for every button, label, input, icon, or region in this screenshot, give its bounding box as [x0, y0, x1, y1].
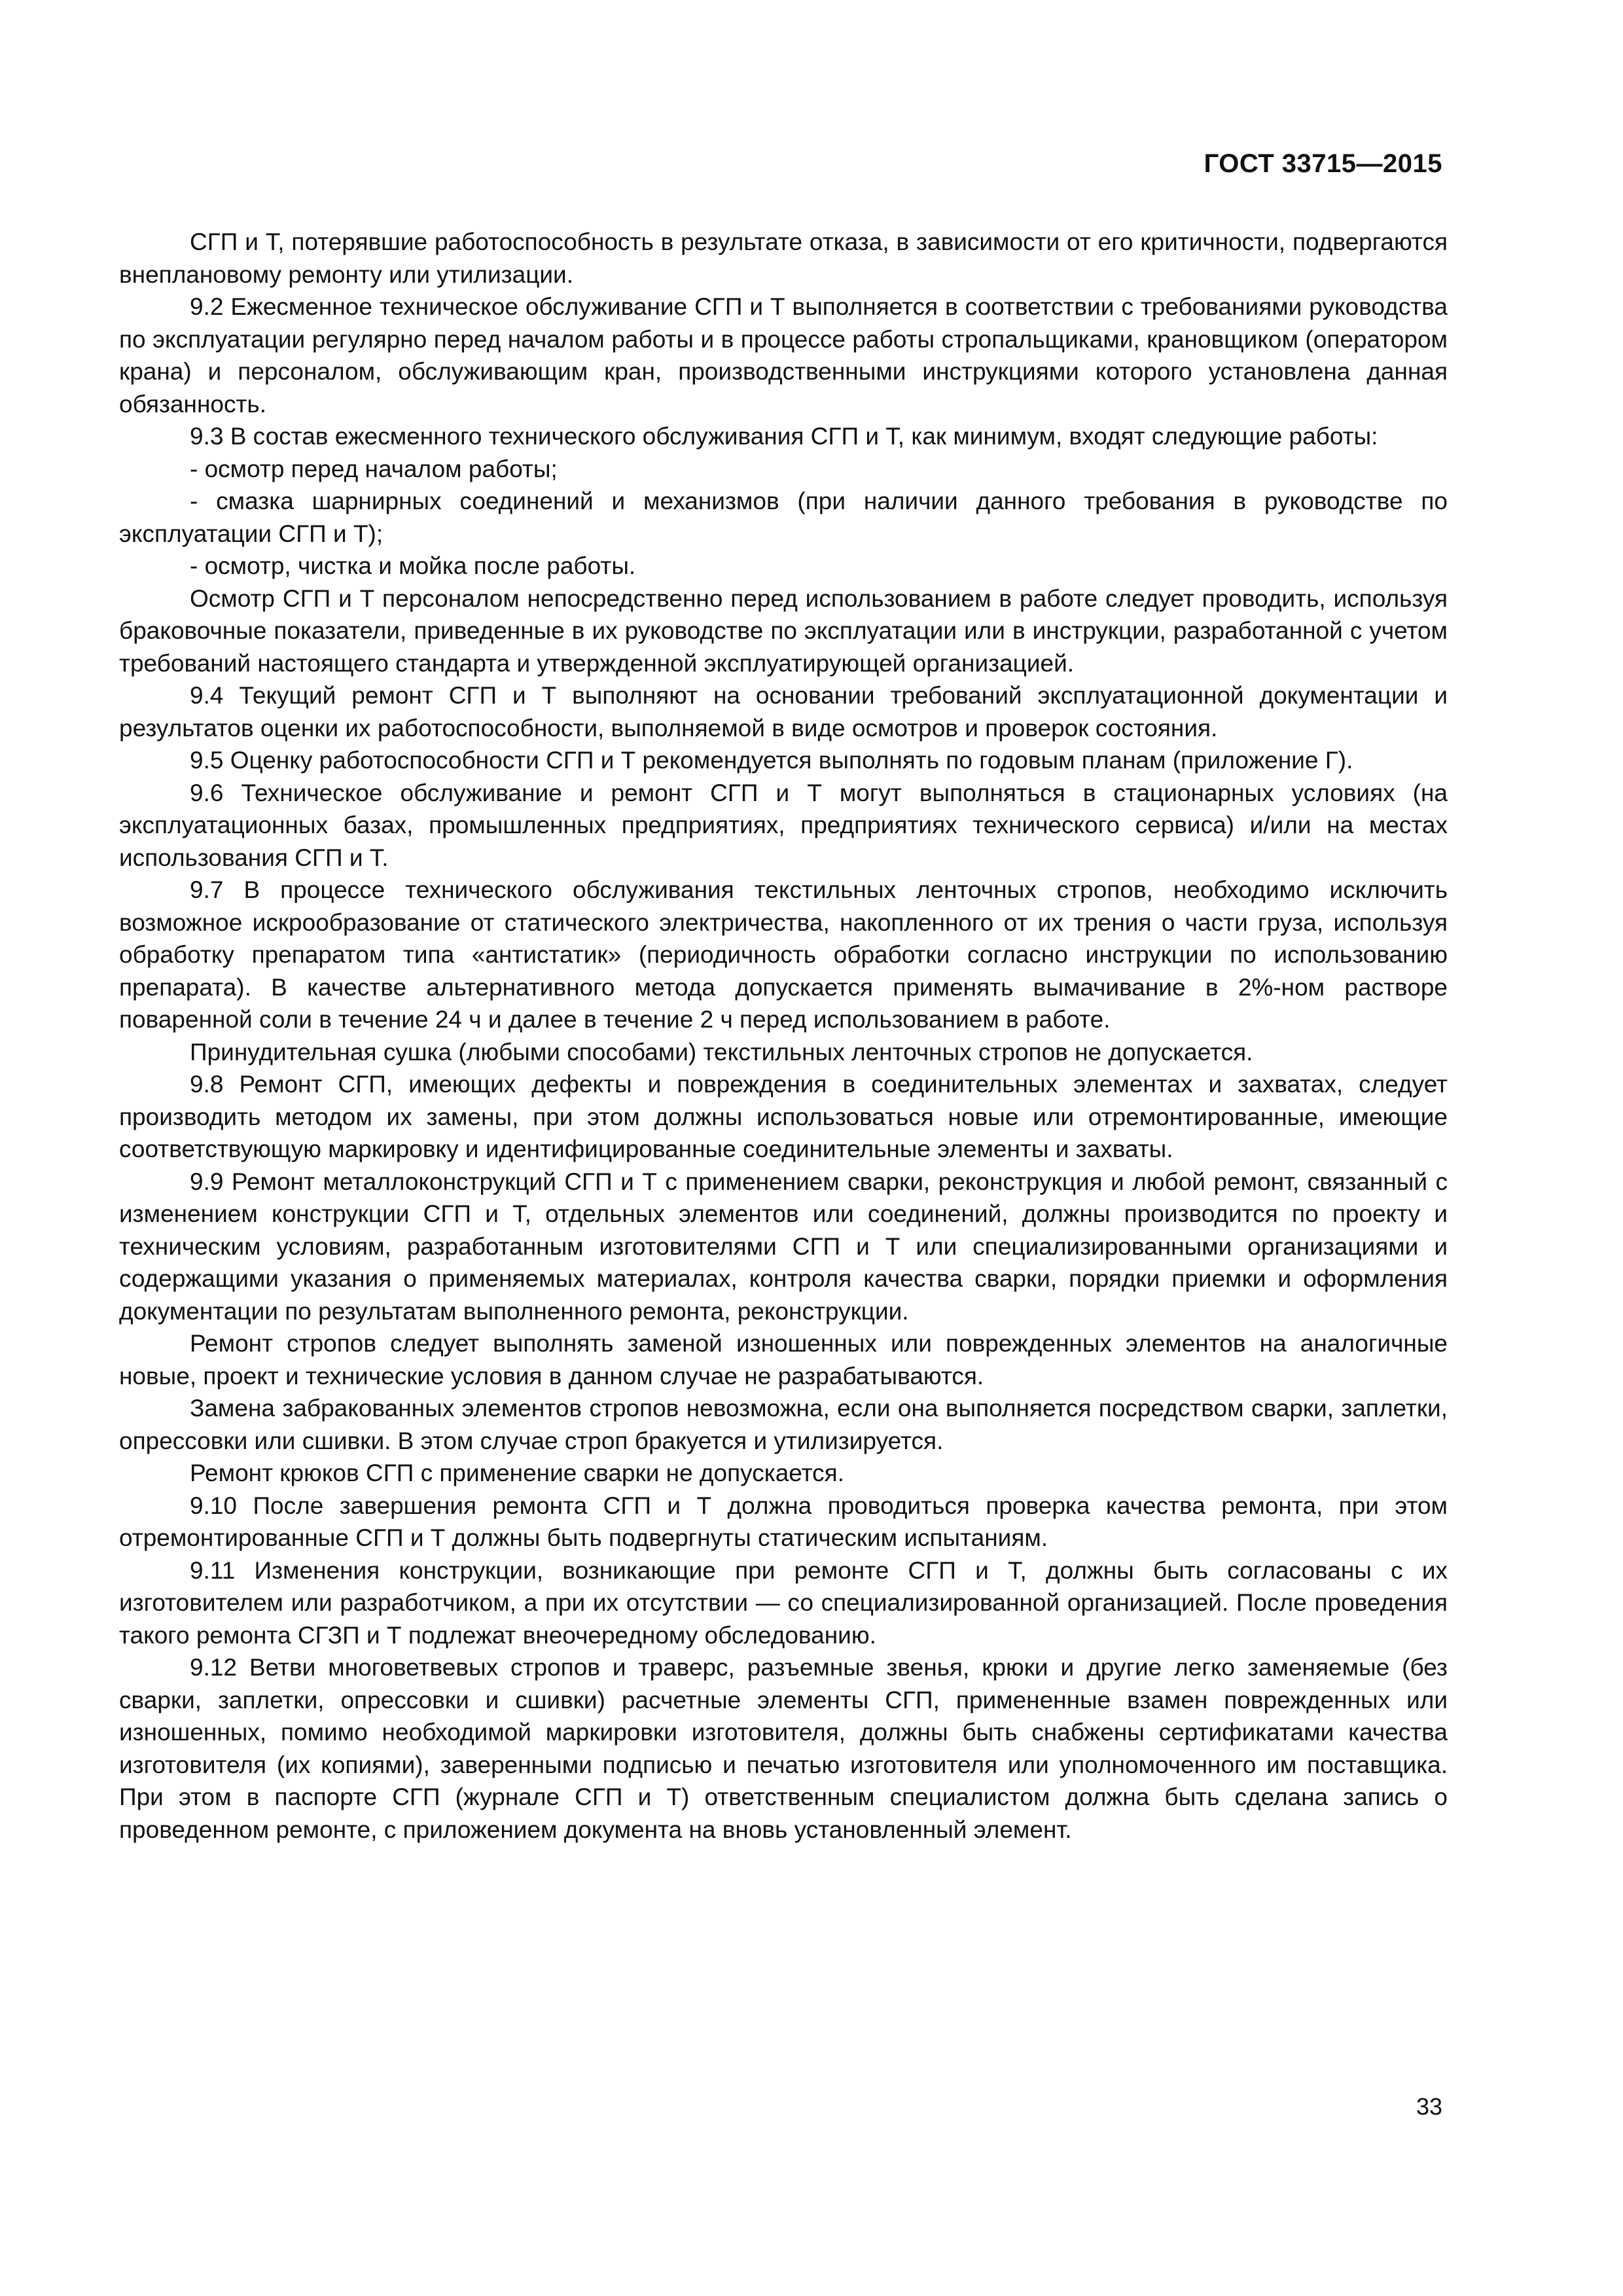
- paragraph: 9.10 После завершения ремонта СГП и Т должна проводиться проверка качества ремонта, при этом отремонтированные СГП и Т должны быть подвергнуты статическим испытаниям.: [119, 1492, 1448, 1551]
- paragraph: 9.3 В состав ежесменного технического обслуживания СГП и Т, как минимум, входят следующие работы:: [190, 423, 1378, 450]
- paragraph: 9.11 Изменения конструкции, возникающие при ремонте СГП и Т, должны быть согласованы с их изготовителем или разработчиком, а при их отсутствии — со специализированной организацией. После проведения такого ремонта СГЗП и Т подлежат внеочередному обследованию.: [119, 1556, 1448, 1649]
- list-item: - смазка шарнирных соединений и механизмов (при наличии данного требования в руководстве по эксплуатации СГП и Т);: [119, 488, 1448, 547]
- paragraph: Принудительная сушка (любыми способами) текстильных ленточных стропов не допускается.: [190, 1038, 1253, 1066]
- paragraph: 9.12 Ветви многоветвевых стропов и траверс, разъемные звенья, крюки и другие легко заменяемые (без сварки, заплетки, опрессовки и сшивки) расчетные элементы СГП, примененные взамен поврежденных или изношенных, помимо необходимой маркировки изготовителя, должны быть снабжены сертификатами качества изготовителя (их копиями), заверенными подписью и печатью изготовителя или уполномоченного им поставщика. При этом в паспорте СГП (журнале СГП и Т) ответственным специалистом должна быть сделана запись о проведенном ремонте, с приложением документа на вновь установленный элемент.: [119, 1654, 1448, 1843]
- paragraph: 9.8 Ремонт СГП, имеющих дефекты и повреждения в соединительных элементах и захватах, следует производить методом их замены, при этом должны использоваться новые или отремонтированные, имеющие соответствующую маркировку и идентифицированные соединительные элементы и захваты.: [119, 1071, 1448, 1162]
- paragraph: 9.2 Ежесменное техническое обслуживание СГП и Т выполняется в соответствии с требованиями руководства по эксплуатации регулярно перед началом работы и в процессе работы стропальщиками, крановщиком (оператором крана) и персоналом, обслуживающим кран, производственными инструкциями которого установлена данная обязанность.: [119, 293, 1448, 418]
- list-item: - осмотр, чистка и мойка после работы.: [190, 552, 636, 579]
- paragraph: 9.7 В процессе технического обслуживания текстильных ленточных стропов, необходимо исключить возможное искрообразование от статического электричества, накопленного от их трения о части груза, используя обработку препаратом типа «антистатик» (периодичность обработки согласно инструкции по использованию препарата). В качестве альтернативного метода допускается применять вымачивание в 2%-ном растворе поваренной соли в течение 24 ч и далее в течение 2 ч перед использованием в работе.: [119, 876, 1448, 1033]
- paragraph: 9.4 Текущий ремонт СГП и Т выполняют на основании требований эксплуатационной документации и результатов оценки их работоспособности, выполняемой в виде осмотров и проверок состояния.: [119, 682, 1448, 742]
- paragraph: Ремонт крюков СГП с применение сварки не допускается.: [190, 1460, 844, 1486]
- paragraph: СГП и Т, потерявшие работоспособность в результате отказа, в зависимости от его критичности, подвергаются внеплановому ремонту или утилизации.: [119, 228, 1448, 288]
- paragraph: 9.6 Техническое обслуживание и ремонт СГП и Т могут выполняться в стационарных условиях (на эксплуатационных базах, промышленных предприятиях, предприятиях технического сервиса) и/или на местах использования СГП и Т.: [119, 779, 1448, 871]
- paragraph: 9.9 Ремонт металлоконструкций СГП и Т с применением сварки, реконструкция и любой ремонт, связанный с изменением конструкции СГП и Т, отдельных элементов или соединений, должны производится по проекту и техническим условиям, разработанным изготовителями СГП и Т или специализированными организациями и содержащими указания о применяемых материалах, контроля качества сварки, порядки приемки и оформления документации по результатам выполненного ремонта, реконструкции.: [119, 1168, 1448, 1325]
- document-body: [119, 226, 1448, 1846]
- paragraph: 9.5 Оценку работоспособности СГП и Т рекомендуется выполнять по годовым планам (приложение Г).: [190, 747, 1353, 774]
- paragraph: Осмотр СГП и Т персоналом непосредственно перед использованием в работе следует проводить, используя браковочные показатели, приведенные в их руководстве по эксплуатации или в инструкции, разработанной с учетом требований настоящего стандарта и утвержденной эксплуатирующей организацией.: [119, 584, 1448, 677]
- paragraph: Ремонт стропов следует выполнять заменой изношенных или поврежденных элементов на аналогичные новые, проект и технические условия в данном случае не разрабатываются.: [119, 1330, 1448, 1390]
- list-item: - осмотр перед началом работы;: [190, 455, 558, 482]
- standard-designation: ГОСТ 33715—2015: [1204, 149, 1442, 178]
- paragraph: Замена забракованных элементов стропов невозможна, если она выполняется посредством сварки, заплетки, опрессовки или сшивки. В этом случае строп бракуется и утилизируется.: [119, 1395, 1448, 1454]
- page-number: 33: [1416, 2093, 1442, 2120]
